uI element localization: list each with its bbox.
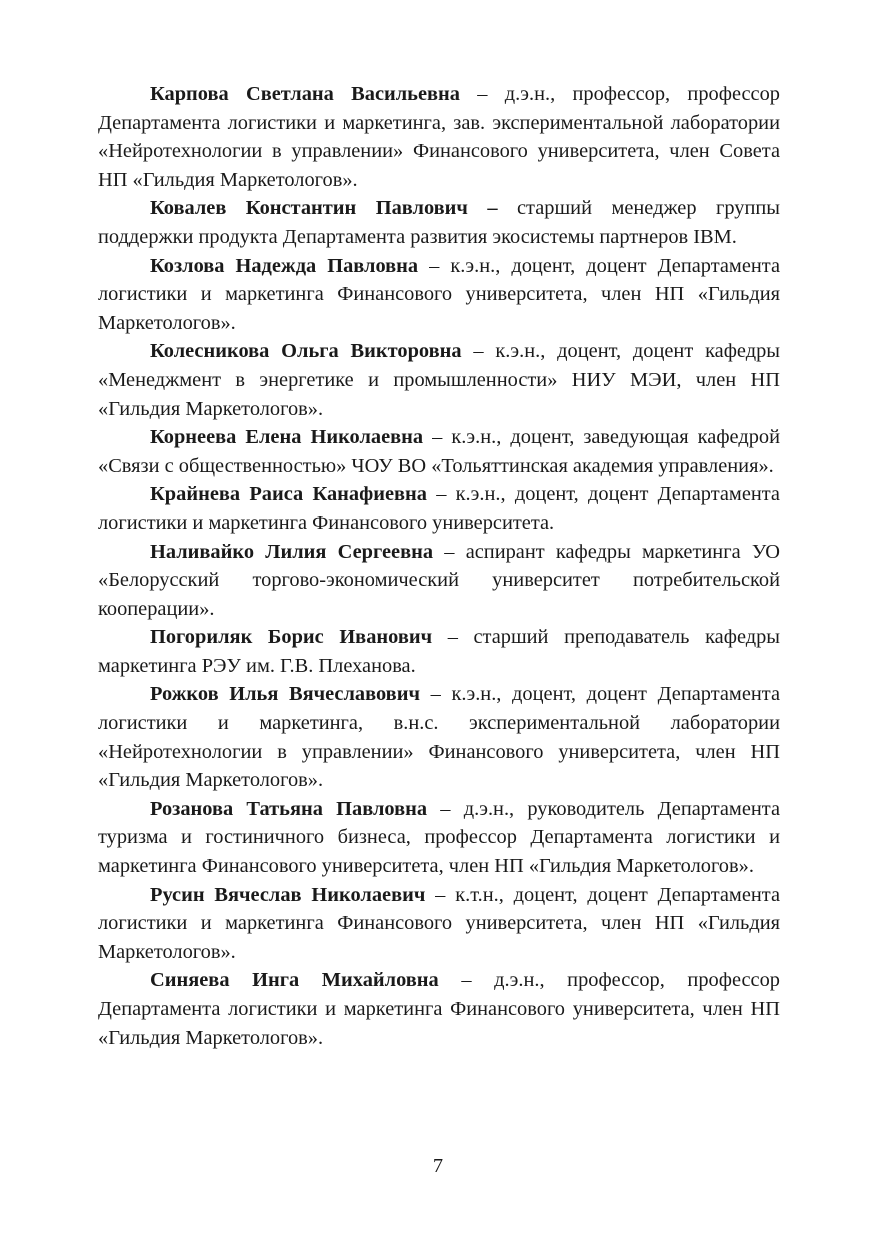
author-name: Корнеева Елена Николаевна [150,426,424,449]
author-name: Синяева Инга Михайловна [150,969,439,992]
author-entry [98,538,780,624]
author-entry [98,680,780,794]
author-name: Ковалев Константин Павлович – [150,197,498,220]
author-entry [98,623,780,680]
author-name: Рожков Илья Вячеславович [150,683,420,706]
author-description: – к.э.н., доцент, доцент кафедры «Менеджмент в энергетике и промышленности» НИУ МЭИ, член НП «Гильдия Маркетологов». [98,340,780,420]
author-list [98,80,780,1052]
author-description: – к.э.н., доцент, доцент Департамента логистики и маркетинга, в.н.с. экспериментальной лаборатории «Нейротехнологии в управлении» Финансового университета, член НП «Гильдия Маркетологов». [98,683,780,792]
author-description: старший менеджер группы поддержки продукта Департамента развития экосистемы партнеров IBM. [98,197,780,248]
author-entry [98,80,780,194]
author-description: – д.э.н., руководитель Департамента туризма и гостиничного бизнеса, профессор Департамента логистики и маркетинга Финансового университета, член НП «Гильдия Маркетологов». [98,797,780,878]
author-name: Русин Вячеслав Николаевич [150,883,426,906]
author-entry [98,480,780,537]
author-name: Колесникова Ольга Викторовна [150,340,462,363]
author-entry [98,337,780,423]
author-name: Козлова Надежда Павловна [150,254,419,277]
author-name: Розанова Татьяна Павловна [150,797,428,820]
author-description: – к.т.н., доцент, доцент Департамента логистики и маркетинга Финансового университета, член НП «Гильдия Маркетологов». [98,883,780,963]
author-entry [98,966,780,1052]
page-number: 7 [432,1155,444,1177]
author-description: – д.э.н., профессор, профессор Департамента логистики и маркетинга, зав. экспериментальной лаборатории «Нейротехнологии в управлении» Финансового университета, член Совета НП «Гильдия Маркетологов». [98,83,780,191]
author-description: – старший преподаватель кафедры маркетинга РЭУ им. Г.В. Плеханова. [98,626,780,677]
author-entry [98,881,780,967]
author-description: – к.э.н., доцент, заведующая кафедрой «Связи с общественностью» ЧОУ ВО «Тольяттинская академия управления». [98,426,781,477]
author-entry [98,252,780,338]
author-name: Погориляк Борис Иванович [150,626,433,649]
author-entry [98,795,780,881]
author-entry [98,194,780,251]
author-description: – к.э.н., доцент, доцент Департамента логистики и маркетинга Финансового университета. [98,483,780,534]
author-description: – к.э.н., доцент, доцент Департамента логистики и маркетинга Финансового университета, член НП «Гильдия Маркетологов». [98,254,780,334]
author-name: Наливайко Лилия Сергеевна [150,540,434,563]
author-description: – д.э.н., профессор, профессор Департамента логистики и маркетинга Финансового университета, член НП «Гильдия Маркетологов». [98,969,780,1049]
author-description: – аспирант кафедры маркетинга УО «Белорусский торгово-экономический университет потребительской кооперации». [98,540,780,620]
author-name: Крайнева Раиса Канафиевна [150,483,427,506]
author-name: Карпова Светлана Васильевна [150,83,460,105]
author-entry [98,423,780,480]
